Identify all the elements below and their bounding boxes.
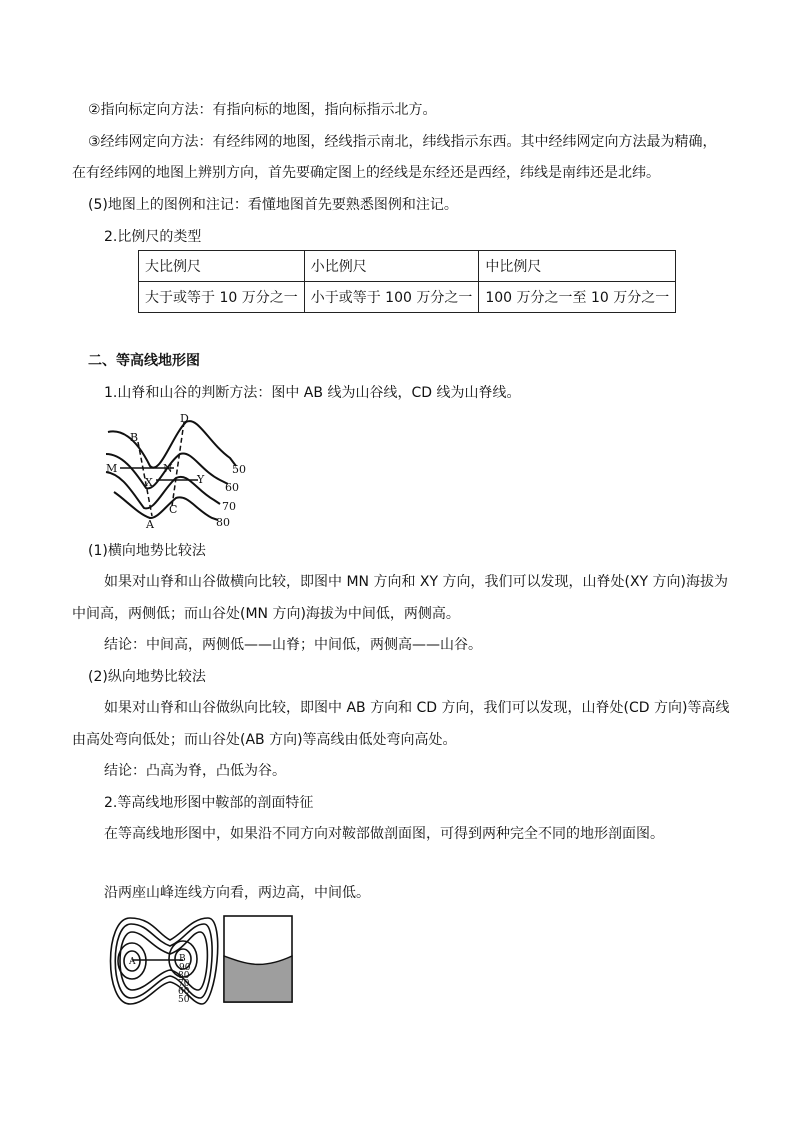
contour-value-70: 70 — [178, 979, 190, 989]
scale-types-table — [138, 250, 676, 313]
label-m: M — [106, 462, 118, 475]
table-cell: 大于或等于 10 万分之一 — [139, 282, 305, 313]
paragraph-saddle-along-peaks: 沿两座山峰连线方向看，两边高，中间低。 — [104, 885, 370, 901]
paragraph-vertical-compare: 如果对山脊和山谷做纵向比较，即图中 AB 方向和 CD 方向，我们可以发现，山脊处(CD 方向)等高线 — [104, 700, 730, 716]
saddle-profile-box — [224, 916, 292, 1002]
label-d: D — [180, 412, 189, 425]
paragraph-saddle-profile: 在等高线地形图中，如果沿不同方向对鞍部做剖面图，可得到两种完全不同的地形剖面图。 — [104, 826, 664, 842]
ridge-valley-contour-figure — [100, 410, 260, 532]
contour-value-50: 50 — [178, 995, 190, 1005]
label-a: A — [146, 518, 154, 531]
paragraph-graticule-method: ③经纬网定向方法：有经纬网的地图，经线指示南北，纬线指示东西。其中经纬网定向方法最为精确， — [88, 134, 717, 150]
paragraph-graticule-method-cont: 在有经纬网的地图上辨别方向，首先要确定图上的经线是东经还是西经，纬线是南纬还是北纬。 — [72, 165, 660, 181]
contour-value-80: 80 — [178, 971, 190, 981]
contour-value-50: 50 — [232, 463, 246, 476]
table-header-cell: 中比例尺 — [479, 251, 676, 282]
paragraph-pointer-method: ②指向标定向方法：有指向标的地图，指向标指示北方。 — [88, 102, 437, 118]
label-c: C — [169, 503, 178, 516]
saddle-contour-figure — [100, 912, 300, 1008]
table-cell: 小于或等于 100 万分之一 — [304, 282, 479, 313]
table-row — [139, 251, 676, 282]
paragraph-legend-notes: (5)地图上的图例和注记：看懂地图首先要熟悉图例和注记。 — [88, 197, 458, 213]
contour-value-70: 70 — [222, 500, 236, 513]
table-header-cell: 小比例尺 — [304, 251, 479, 282]
contour-ring-outer — [111, 918, 218, 1004]
label-b: B — [130, 431, 139, 444]
peak-label-a: A — [129, 957, 136, 967]
peak-label-b: B — [179, 954, 186, 964]
heading-saddle-profile: 2.等高线地形图中鞍部的剖面特征 — [104, 795, 314, 811]
contour-value-60: 60 — [178, 987, 190, 997]
paragraph-vertical-conclusion: 结论：凸高为脊，凸低为谷。 — [104, 763, 286, 779]
section-title-contour-map: 二、等高线地形图 — [88, 353, 200, 369]
table-cell: 100 万分之一至 10 万分之一 — [479, 282, 676, 313]
contour-line-80 — [114, 492, 218, 520]
contour-value-90: 90 — [179, 963, 191, 973]
paragraph-vertical-compare-cont: 由高处弯向低处；而山谷处(AB 方向)等高线由低处弯向高处。 — [72, 732, 457, 748]
paragraph-horizontal-compare: 如果对山脊和山谷做横向比较，即图中 MN 方向和 XY 方向，我们可以发现，山脊处(XY 方向)海拔为 — [104, 574, 729, 590]
table-row — [139, 282, 676, 313]
heading-vertical-compare: (2)纵向地势比较法 — [88, 669, 206, 685]
label-n: N — [163, 462, 173, 475]
paragraph-ridge-valley-method: 1.山脊和山谷的判断方法：图中 AB 线为山谷线，CD 线为山脊线。 — [104, 385, 521, 401]
paragraph-horizontal-conclusion: 结论：中间高，两侧低——山脊；中间低，两侧高——山谷。 — [104, 637, 482, 653]
heading-horizontal-compare: (1)横向地势比较法 — [88, 543, 206, 559]
contour-value-80: 80 — [216, 516, 230, 529]
label-y: Y — [197, 473, 205, 486]
table-header-cell: 大比例尺 — [139, 251, 305, 282]
heading-scale-types: 2.比例尺的类型 — [104, 229, 202, 245]
paragraph-horizontal-compare-cont: 中间高，两侧低；而山谷处(MN 方向)海拔为中间低，两侧高。 — [72, 606, 460, 622]
contour-value-60: 60 — [225, 481, 239, 494]
label-x: X — [145, 476, 153, 489]
